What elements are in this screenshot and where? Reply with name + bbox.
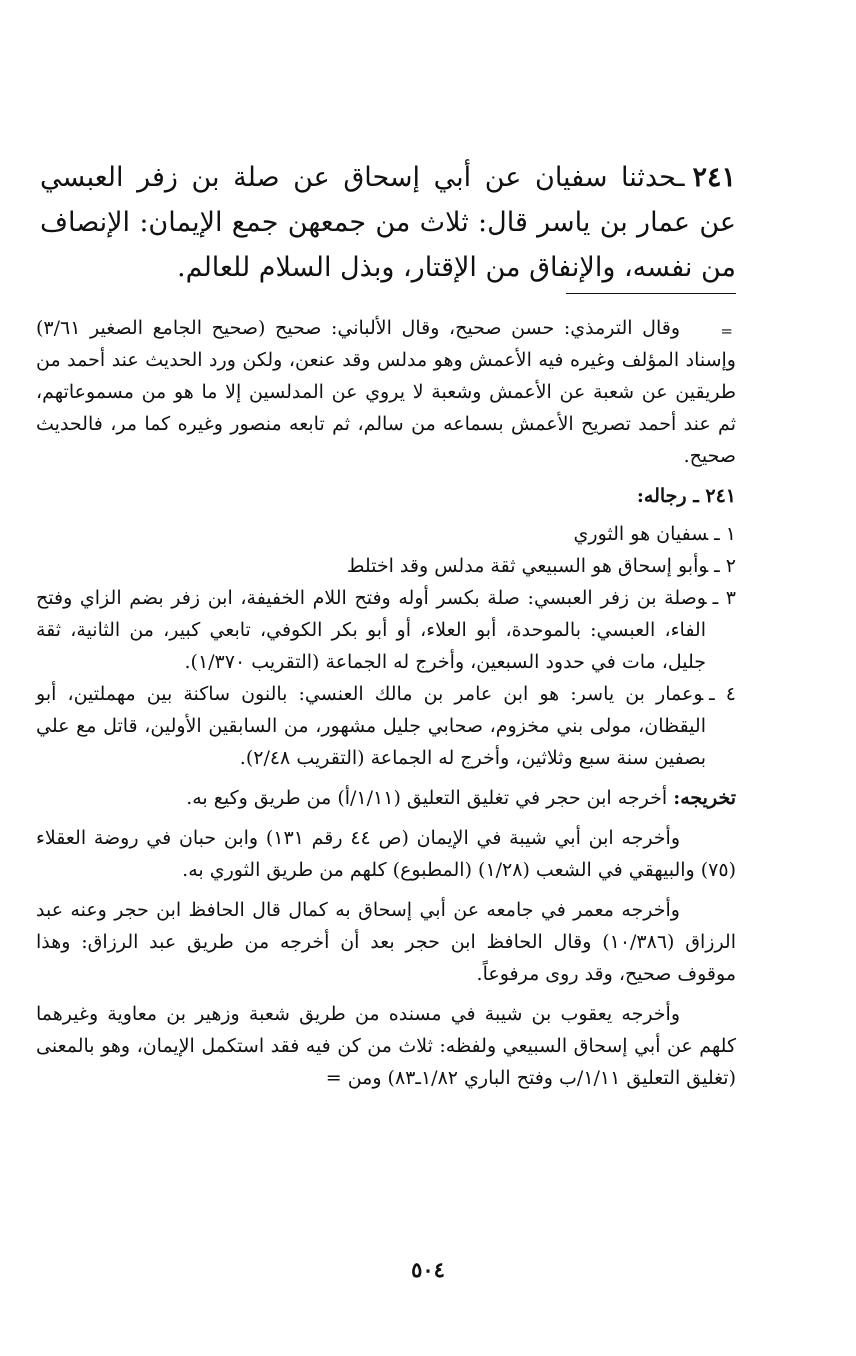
narrator-item	[36, 550, 736, 582]
narrator-number: ٢ ـ	[714, 555, 736, 577]
takhrij-text: أخرجه ابن حجر في تغليق التعليق (١/١١/أ) من طريق وكيع به.	[186, 787, 668, 809]
narrator-text: وأبو إسحاق هو السبيعي ثقة مدلس وقد اختلط	[346, 555, 709, 577]
footnote-continued: وقال الترمذي: حسن صحيح، وقال الألباني: صحيح (صحيح الجامع الصغير ٣/٦١) وإسناد المؤلف وغيره فيه الأعمش وهو مدلس وقد عنعن، ولكن ورد الحديث عند أحمد من طريقين عن شعبة عن الأعمش وشعبة لا يروي عن المدلسين إلا ما هو من مسموعاتهم، ثم عند أحمد تصريح الأعمش بسماعه من سالم، ثم تابعه منصور وغيره كما مر، فالحديث صحيح.	[36, 317, 736, 467]
hadith-body: حدثنا سفيان عن أبي إسحاق عن صلة بن زفر العبسي عن عمار بن ياسر قال: ثلاث من جمعهن جمع الإيمان: الإنصاف من نفسه، والإنفاق من الإقتار، وبذل السلام للعالم.	[40, 162, 737, 283]
narrator-number: ٣ ـ	[712, 587, 736, 609]
narrator-text: سفيان هو الثوري	[573, 523, 709, 545]
source-paragraph: وأخرجه ابن أبي شيبة في الإيمان (ص ٤٤ رقم ١٣١) وابن حبان في روضة العقلاء (٧٥) والبيهقي في الشعب (١/٢٨) (المطبوع) كلهم من طريق الثوري به.	[36, 827, 736, 881]
source-paragraph: وأخرجه يعقوب بن شيبة في مسنده من طريق شعبة وزهير بن معاوية وغيرهما كلهم عن أبي إسحاق السبيعي ولفظه: ثلاث من كن فيه فقد استكمل الإيمان، وهو بالمعنى (تغليق التعليق ١/١١/ب وفتح الباري ١/٨٢ـ٨٣) ومن =	[36, 1003, 736, 1089]
takhrij-label: تخريجه:	[673, 787, 736, 809]
page-number: ٥٠٤	[411, 1257, 445, 1282]
continuation-mark-end: =	[325, 1067, 342, 1089]
narrator-number: ١ ـ	[714, 523, 736, 545]
narrator-number: ٤ ـ	[709, 683, 736, 705]
continuation-mark-start: =	[720, 322, 733, 340]
takhrij-paragraph	[36, 782, 736, 814]
hadith-text: ٢٤١ـحدثنا سفيان عن أبي إسحاق عن صلة بن زفر العبسي عن عمار بن ياسر قال: ثلاث من جمعهن جمع الإيمان: الإنصاف من نفسه، والإنفاق من الإقتار، وبذل السلام للعالم.	[40, 162, 737, 283]
narrator-item	[36, 582, 736, 678]
footnotes	[36, 312, 736, 1094]
narrator-item	[36, 678, 736, 774]
narrator-text: وصلة بن زفر العبسي: صلة بكسر أوله وفتح اللام الخفيفة، ابن زفر بضم الزاي وفتح الفاء، العبسي: بالموحدة، أبو العلاء، أو أبو بكر الكوفي، تابعي كبير، من الثانية، ثقة جليل، مات في حدود السبعين، وأخرج له الجماعة (التقريب ١/٣٧٠).	[36, 587, 707, 673]
narrator-text: وعمار بن ياسر: هو ابن عامر بن مالك العنسي: بالنون ساكنة بين مهملتين، أبو اليقظان، مولى بني مخزوم، صحابي جليل مشهور، من السابقين الأولين، قاتل مع علي بصفين سنة سبع وثلاثين، وأخرج له الجماعة (التقريب ٢/٤٨).	[36, 683, 706, 769]
section-heading: ٢٤١ ـ رجاله:	[636, 485, 736, 507]
hadith-number: ٢٤١	[692, 162, 736, 193]
source-paragraph: وأخرجه معمر في جامعه عن أبي إسحاق به كمال قال الحافظ ابن حجر وعنه عبد الرزاق (١٠/٣٨٦) وقال الحافظ ابن حجر بعد أن أخرجه من طريق عبد الرزاق: وهذا موقوف صحيح، وقد روى مرفوعاً.	[36, 899, 736, 985]
footnote-separator	[566, 293, 736, 294]
narrator-item	[36, 518, 736, 550]
